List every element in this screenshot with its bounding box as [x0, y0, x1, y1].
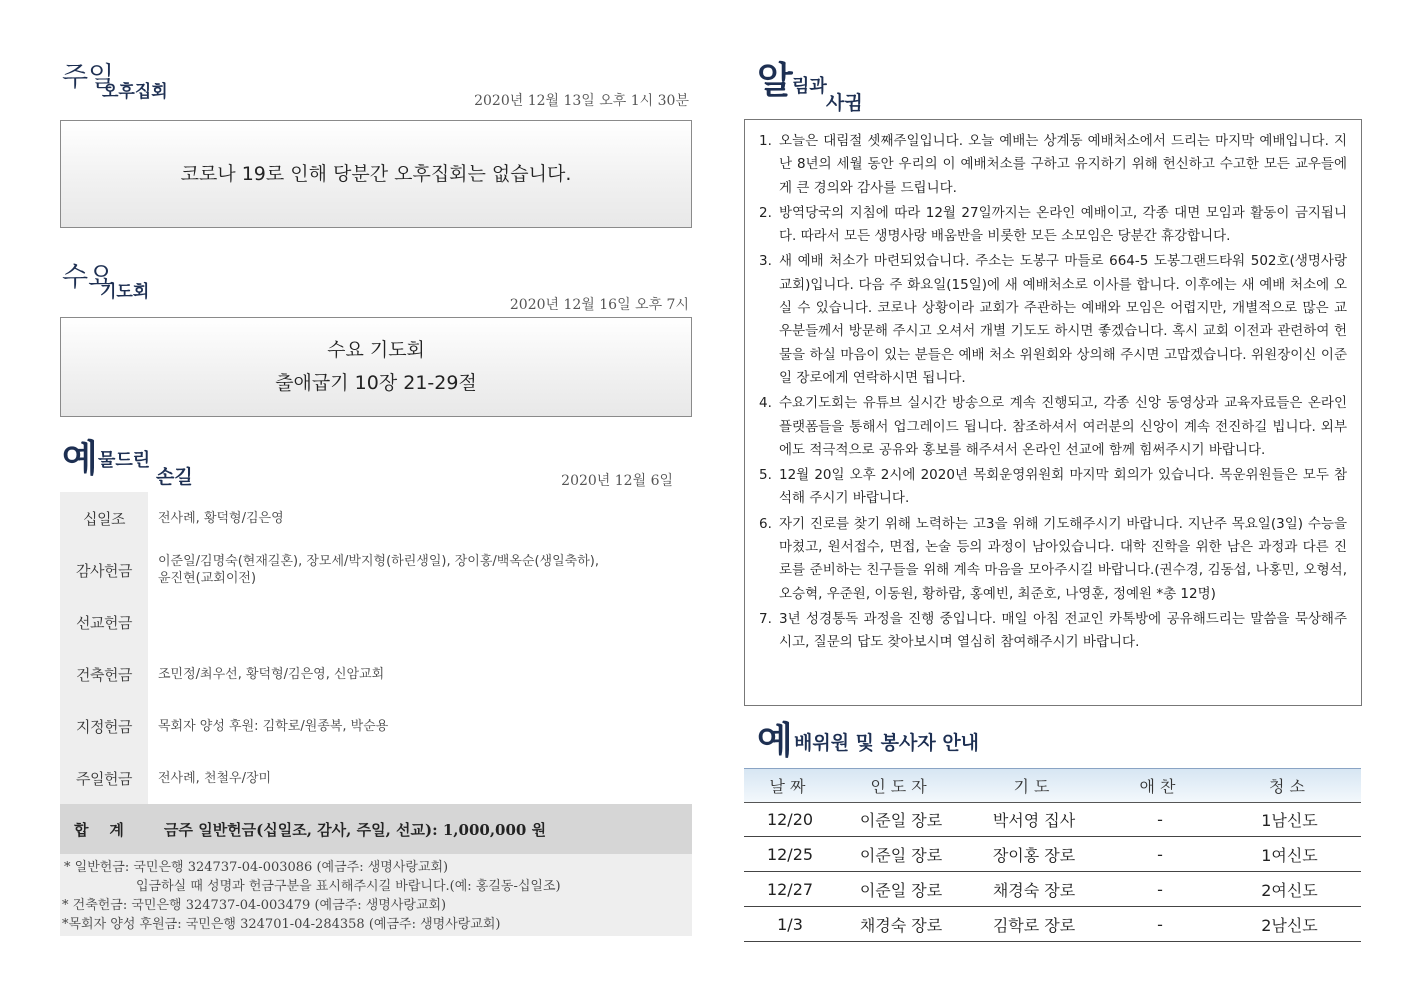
notice-item: 6. 자기 진로를 찾기 위해 노력하는 고3을 위해 기도해주시기 바랍니다. 지난주 목요일(3일) 수능을 마쳤고, 원서접수, 면접, 논술 등의 과정이 남아있습니다. 대학 진학을 위한 남은 과정과 다른 진로를 준비하는 친구들을 위해 계속 마음을 모아주시길 바랍니다.(권수경, 김동섭, 나홍민, 오형석, 오승혁, 우준원, 이동원, 황하람, 홍예빈, 최준호, 나영훈, 정예원 *총 12명)	[759, 515, 1347, 602]
schedule-cell-leader: 이준일 장로	[859, 880, 943, 900]
sunday-afternoon-message: 코로나 19로 인해 당분간 오후집회는 없습니다.	[180, 163, 572, 185]
schedule-cell-meal: -	[1157, 844, 1163, 864]
schedule-cell-prayer: 채경숙 장로	[992, 880, 1076, 900]
schedule-cell-prayer: 김학로 장로	[992, 915, 1076, 935]
wednesday-prayer-box	[60, 317, 692, 417]
schedule-row	[744, 837, 1361, 872]
schedule-cell-meal: -	[1157, 914, 1163, 934]
sunday-afternoon-box	[60, 120, 692, 228]
wednesday-prayer-title-big: 수요	[62, 262, 115, 293]
offering-label: 십일조	[60, 492, 148, 544]
schedule-title-huge: 예	[757, 718, 793, 762]
account-note: 입금하실 때 성명과 헌금구분을 표시해주시길 바랍니다.(예: 홍길동-십일조)	[136, 879, 561, 894]
schedule-row	[744, 907, 1361, 942]
notice-item: 3. 새 예배 처소가 마련되었습니다. 주소는 도봉구 마들로 664-5 도봉그랜드타워 502호(생명사랑교회)입니다. 다음 주 화요일(15일)에 새 예배처소로 이사를 합니다. 이후에는 새 예배 처소에 오실 수 있습니다. 코로나 상황이라 교회가 주관하는 예배와 모임은 어렵지만, 개별적으로 많은 교우분들께서 방문해 주시고 오셔서 개별 기도도 하시면 좋겠습니다. 혹시 교회 이전과 관련하여 헌물을 하실 마음이 있는 분들은 예배 처소 위원회와 상의해 주시면 고맙겠습니다. 위원장이신 이준일 장로에게 연락하시면 됩니다.	[759, 253, 1347, 386]
offering-row-tithe	[60, 492, 692, 545]
schedule-row	[744, 802, 1361, 837]
offering-label: 선교헌금	[60, 596, 148, 648]
offering-value: 조민정/최우선, 황덕형/김은영, 신암교회	[158, 666, 385, 682]
notice-item: 4. 수요기도회는 유튜브 실시간 방송으로 계속 진행되고, 각종 신앙 동영상과 교육자료들은 온라인 플랫폼들을 통해서 업그레이드 됩니다. 참조하셔서 여러분의 신앙이 계속 전진하길 빕니다. 외부에도 적극적으로 공유와 홍보를 해주셔서 온라인 선교에 함께 힘써주시기 바랍니다.	[759, 395, 1347, 458]
notice-item: 7. 3년 성경통독 과정을 진행 중입니다. 매일 아침 전교인 카톡방에 공유해드리는 말씀을 묵상해주시고, 질문의 답도 찾아보시며 열심히 참여해주시기 바랍니다.	[759, 610, 1347, 651]
schedule-title-rest: 배위원 및 봉사자 안내	[794, 732, 980, 754]
offering-row-designated	[60, 700, 692, 753]
offering-row-building	[60, 648, 692, 701]
schedule-header-leader: 인도자	[870, 777, 932, 796]
schedule-cell-meal: -	[1157, 879, 1163, 899]
notices-box	[744, 119, 1362, 706]
offering-label: 지정헌금	[60, 700, 148, 752]
offering-date: 2020년 12월 6일	[561, 473, 673, 489]
notices-title-small: 사귐	[826, 92, 863, 114]
sunday-afternoon-title-big: 주일	[62, 62, 115, 93]
schedule-cell-date: 1/3	[777, 914, 803, 934]
notice-item: 1. 오늘은 대림절 셋째주일입니다. 오늘 예배는 상계동 예배처소에서 드리는 마지막 예배입니다. 지난 8년의 세월 동안 우리의 이 예배처소를 구하고 유지하기 위해 헌신하고 수고한 모든 교우들에게 큰 경의와 감사를 드립니다.	[759, 133, 1347, 196]
schedule-cell-prayer: 박서영 집사	[992, 810, 1076, 830]
schedule-row	[744, 872, 1361, 907]
offering-total-row	[60, 804, 692, 854]
account-general: * 일반헌금: 국민은행 324737-04-003086 (예금주: 생명사랑교회)	[64, 860, 449, 875]
schedule-cell-cleaning: 2여신도	[1261, 880, 1318, 900]
schedule-cell-leader: 이준일 장로	[859, 845, 943, 865]
offering-label: 주일헌금	[60, 752, 148, 804]
schedule-header-row	[744, 768, 1361, 803]
offering-row-sunday	[60, 752, 692, 805]
schedule-header-meal: 애찬	[1139, 777, 1181, 796]
notices-title-huge: 알	[757, 58, 793, 102]
offering-total-label: 합 계	[74, 820, 124, 839]
offering-value: 전사례, 천철우/장미	[158, 770, 272, 786]
offering-accounts	[60, 854, 692, 936]
schedule-header-prayer: 기도	[1013, 777, 1055, 796]
schedule-cell-cleaning: 1여신도	[1261, 845, 1318, 865]
offering-row-thanks	[60, 544, 692, 597]
schedule-cell-leader: 채경숙 장로	[859, 915, 943, 935]
offering-value: 목회자 양성 후원: 김학로/원종복, 박순용	[158, 718, 389, 734]
notice-item: 2. 방역당국의 지침에 따라 12월 27일까지는 온라인 예배이고, 각종 대면 모임과 활동이 금지됩니다. 따라서 모든 생명사랑 배움반을 비롯한 모든 소모임은 당분간 휴강합니다.	[759, 204, 1347, 245]
sunday-afternoon-title-small: 오후집회	[102, 82, 168, 102]
sunday-afternoon-date: 2020년 12월 13일 오후 1시 30분	[474, 93, 689, 109]
schedule-cell-prayer: 장이홍 장로	[992, 845, 1076, 865]
schedule-header-cleaning: 청소	[1269, 777, 1310, 796]
offering-value: 전사례, 황덕형/김은영	[158, 510, 284, 526]
schedule-cell-cleaning: 1남신도	[1261, 810, 1318, 830]
schedule-header-date: 날짜	[769, 777, 811, 796]
offering-title-huge: 예	[62, 436, 98, 480]
offering-value: 이준일/김명숙(현재길혼), 장모세/박지형(하린생일), 장이홍/백옥순(생일축하), 윤진현(교회이전)	[158, 554, 599, 586]
offering-row-mission	[60, 596, 692, 649]
schedule-cell-date: 12/20	[766, 809, 814, 829]
wednesday-prayer-line1: 수요 기도회	[327, 339, 425, 361]
offering-title-mid: 물드린	[98, 450, 151, 471]
offering-title-small: 손길	[156, 466, 193, 488]
notices-list	[745, 130, 1361, 655]
schedule-cell-cleaning: 2남신도	[1261, 915, 1318, 935]
wednesday-prayer-scripture: 출애굽기 10장 21-29절	[275, 372, 477, 394]
schedule-cell-date: 12/25	[766, 844, 814, 864]
notice-item: 5. 12월 20일 오후 2시에 2020년 목회운영위원회 마지막 회의가 있습니다. 목운위원들은 모두 참석해 주시기 바랍니다.	[759, 467, 1347, 507]
account-building: * 건축헌금: 국민은행 324737-04-003479 (예금주: 생명사랑교회)	[62, 898, 447, 913]
wednesday-prayer-title-small: 기도회	[100, 282, 150, 302]
offering-label: 감사헌금	[60, 544, 148, 596]
offering-label: 건축헌금	[60, 648, 148, 700]
wednesday-prayer-date: 2020년 12월 16일 오후 7시	[509, 297, 689, 313]
offering-total-value: 금주 일반헌금(십일조, 감사, 주일, 선교): 1,000,000 원	[164, 820, 547, 839]
offering-value	[148, 596, 692, 648]
notices-title-mid: 림과	[792, 76, 827, 97]
schedule-cell-meal: -	[1157, 809, 1163, 829]
account-pastor-training: *목회자 양성 후원금: 국민은행 324701-04-284358 (예금주: 생명사랑교회)	[62, 917, 501, 932]
schedule-cell-leader: 이준일 장로	[859, 810, 943, 830]
schedule-cell-date: 12/27	[766, 879, 814, 899]
